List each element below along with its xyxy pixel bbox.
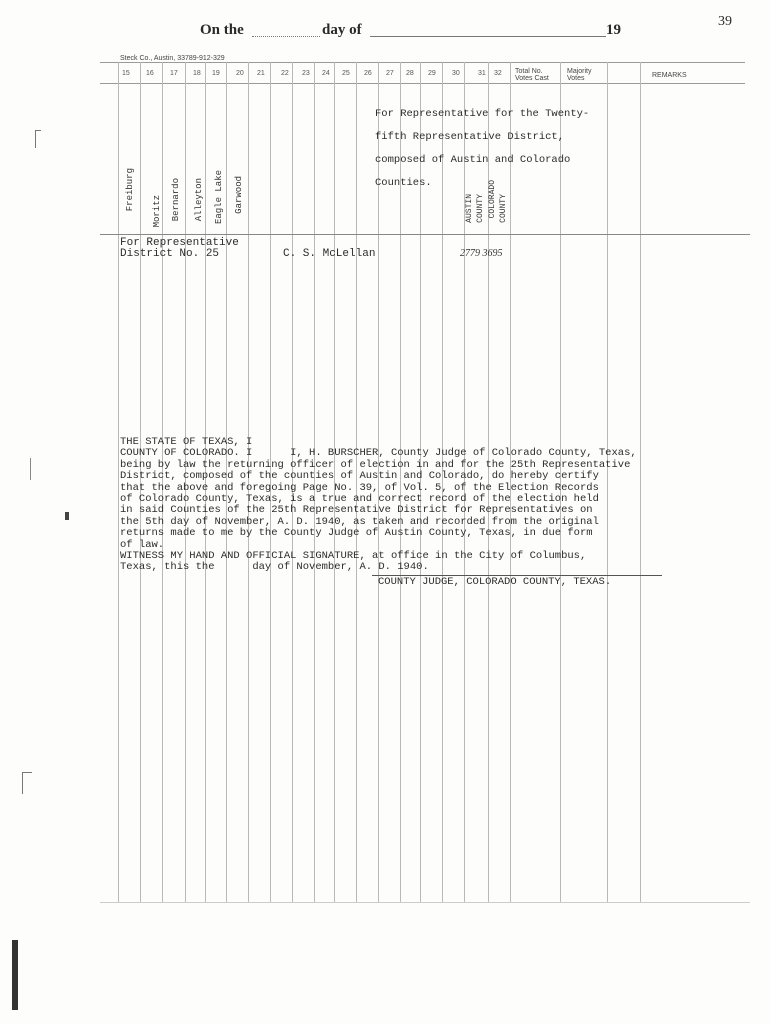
county-colorado-county: COUNTY	[499, 194, 508, 223]
candidate-moritz: Moritz	[152, 195, 162, 228]
county-austin-county: COUNTY	[476, 194, 485, 223]
candidate-alleyton: Alleyton	[194, 178, 204, 222]
column-number: 27	[386, 70, 394, 77]
total-votes-header: Total No. Votes Cast	[515, 68, 549, 82]
certificate-text	[120, 437, 637, 574]
margin-mark-3b	[22, 772, 32, 773]
certificate-line: the 5th day of November, A. D. 1940, as taken and recorded from the original	[120, 515, 599, 528]
printer-line: Steck Co., Austin, 33789-912-329	[120, 55, 225, 62]
margin-mark-1b	[35, 130, 41, 131]
column-number: 16	[146, 70, 154, 77]
certificate-line: of Colorado County, Texas, is a true and correct record of the election held	[120, 493, 599, 506]
punch-mark	[65, 512, 69, 520]
majority-votes-header: Majority Votes	[567, 68, 592, 82]
column-number: 22	[281, 70, 289, 77]
column-number: 23	[302, 70, 310, 77]
page-number: 39	[718, 14, 732, 29]
certificate-line: District, composed of the counties of Austin and Colorado, do hereby certify	[120, 470, 599, 483]
grid-column-line	[640, 62, 641, 902]
header-month-blank	[370, 36, 606, 37]
margin-mark-1	[35, 130, 36, 148]
column-number: 25	[342, 70, 350, 77]
certificate-line: returns made to me by the County Judge of Austin County, Texas, in due form	[120, 527, 593, 540]
county-austin: AUSTIN	[465, 194, 474, 223]
column-number: 32	[494, 70, 502, 77]
signature-title: COUNTY JUDGE, COLORADO COUNTY, TEXAS.	[378, 576, 612, 588]
certificate-line: WITNESS MY HAND AND OFFICIAL SIGNATURE, at office in the City of Columbus,	[120, 550, 587, 563]
column-number: 26	[364, 70, 372, 77]
header-year: 19	[606, 22, 621, 38]
certificate-line: that the above and foregoing Page No. 39, of Vol. 5, of the Election Records	[120, 481, 599, 494]
row-rule	[100, 234, 750, 235]
column-number: 19	[212, 70, 220, 77]
bottom-rule	[100, 902, 750, 903]
remarks-header: REMARKS	[652, 72, 687, 79]
candidate-bernardo: Bernardo	[171, 178, 181, 222]
column-number: 18	[193, 70, 201, 77]
column-number: 30	[452, 70, 460, 77]
candidate-name: C. S. McLellan	[283, 248, 376, 260]
certificate-line: being by law the returning officer of election in and for the 25th Representative	[120, 458, 631, 471]
county-colorado: COLORADO	[488, 180, 497, 219]
header-day-of: day of	[322, 22, 362, 38]
office-title: For Representative for the Twenty- fifth Representative District, composed of Austin and Colorado Counties.	[375, 108, 590, 189]
header-day-blank	[252, 36, 320, 37]
office-row-label: For Representative District No. 25	[120, 237, 239, 260]
certificate-line: COUNTY OF COLORADO. I I, H. BURSCHER, County Judge of Colorado County, Texas,	[120, 447, 637, 460]
certificate-line: Texas, this the day of November, A. D. 1940.	[120, 561, 429, 574]
margin-mark-2	[30, 458, 31, 480]
grid-column-line	[118, 62, 119, 902]
header-rule-bottom	[100, 83, 745, 84]
candidate-eagle-lake: Eagle Lake	[214, 170, 224, 225]
handwritten-votes: 2779 3695	[460, 248, 503, 259]
candidate-garwood: Garwood	[234, 176, 244, 214]
certificate-line: THE STATE OF TEXAS, I	[120, 436, 253, 448]
column-number: 31	[478, 70, 486, 77]
column-number: 20	[236, 70, 244, 77]
column-number: 24	[322, 70, 330, 77]
margin-mark-3	[22, 772, 23, 794]
column-number: 15	[122, 70, 130, 77]
certificate-line: in said Counties of the 25th Representative District for Representatives on	[120, 504, 593, 517]
header-rule-top	[100, 62, 745, 63]
certificate-line: of law.	[120, 538, 165, 551]
column-number: 21	[257, 70, 265, 77]
header-on-the: On the	[200, 22, 244, 38]
binding-edge	[12, 940, 18, 1010]
column-number: 29	[428, 70, 436, 77]
column-number: 28	[406, 70, 414, 77]
candidate-freiburg: Freiburg	[125, 168, 135, 212]
column-number: 17	[170, 70, 178, 77]
